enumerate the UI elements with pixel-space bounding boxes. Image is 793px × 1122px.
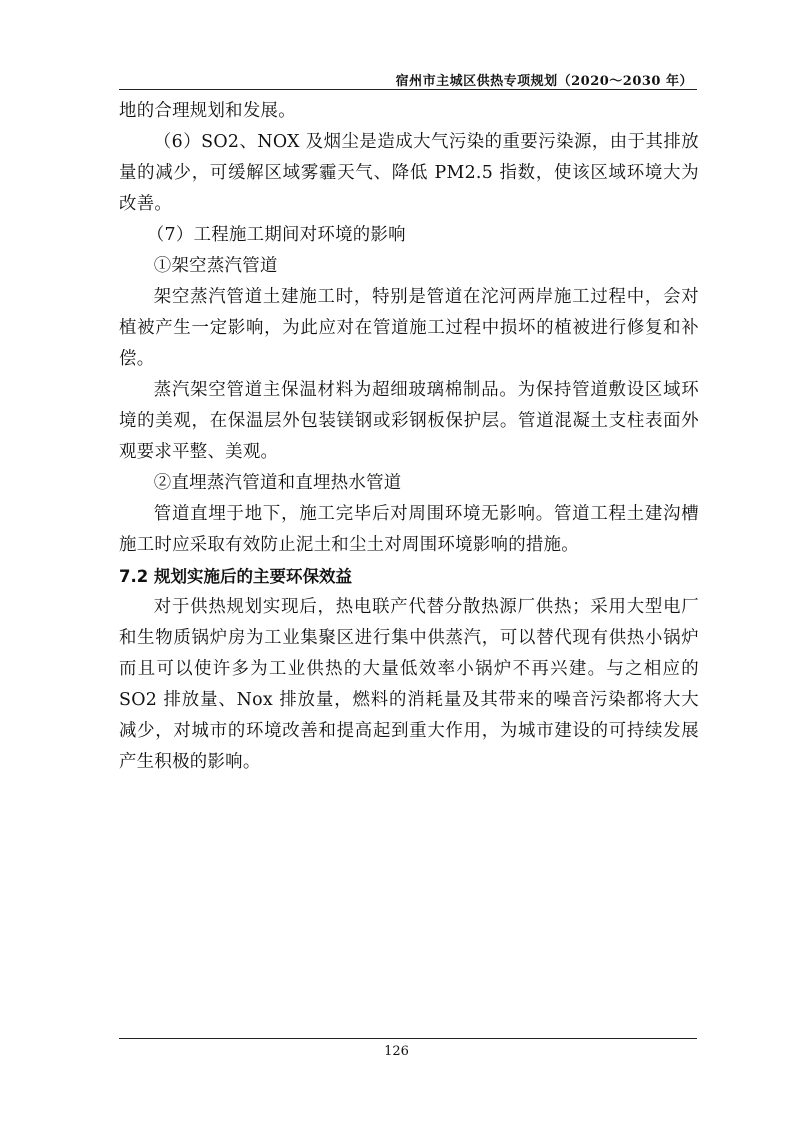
document-body (119, 96, 699, 778)
body-paragraph: （6）SO2、NOX 及烟尘是造成大气污染的重要污染源，由于其排放量的减少，可缓解区域雾霾天气、降低 PM2.5 指数，使该区域环境大为改善。 (119, 132, 699, 214)
body-paragraph: 对于供热规划实现后，热电联产代替分散热源厂供热；采用大型电厂和生物质锅炉房为工业集聚区进行集中供蒸汽，可以替代现有供热小锅炉 而且可以使许多为工业供热的大量低效率小锅炉不再兴建。与之相应的 SO2 排放量、Nox 排放量，燃料的消耗量及其带来的噪音污染都将大大减少，对城市的环境改善和提高起到重大作用，为城市建设的可持续发展产生积极的影响。 (119, 597, 699, 772)
subsection-item-title: ②直埋蒸汽管道和直埋热水管道 (153, 473, 402, 493)
running-header-title: 宿州市主城区供热专项规划（2020～2030 年） (395, 74, 693, 89)
header-divider (119, 89, 697, 90)
footer-divider (119, 1038, 697, 1039)
body-paragraph: 地的合理规划和发展。 (119, 101, 296, 121)
section-heading: 7.2 规划实施后的主要环保效益 (119, 567, 352, 586)
subsection-item-title: ①架空蒸汽管道 (153, 256, 278, 276)
page-number: 126 (384, 1044, 409, 1059)
body-paragraph: 蒸汽架空管道主保温材料为超细玻璃棉制品。为保持管道敷设区域环境的美观，在保温层外包装镁钢或彩钢板保护层。管道混凝土支柱表面外观要求平整、美观。 (119, 380, 699, 462)
subsection-title: （7）工程施工期间对环境的影响 (146, 225, 406, 245)
body-paragraph: 架空蒸汽管道土建施工时，特别是管道在沱河两岸施工过程中，会对植被产生一定影响，为此应对在管道施工过程中损坏的植被进行修复和补偿。 (119, 287, 699, 369)
body-paragraph: 管道直埋于地下，施工完毕后对周围环境无影响。管道工程土建沟槽施工时应采取有效防止泥土和尘土对周围环境影响的措施。 (119, 504, 699, 555)
